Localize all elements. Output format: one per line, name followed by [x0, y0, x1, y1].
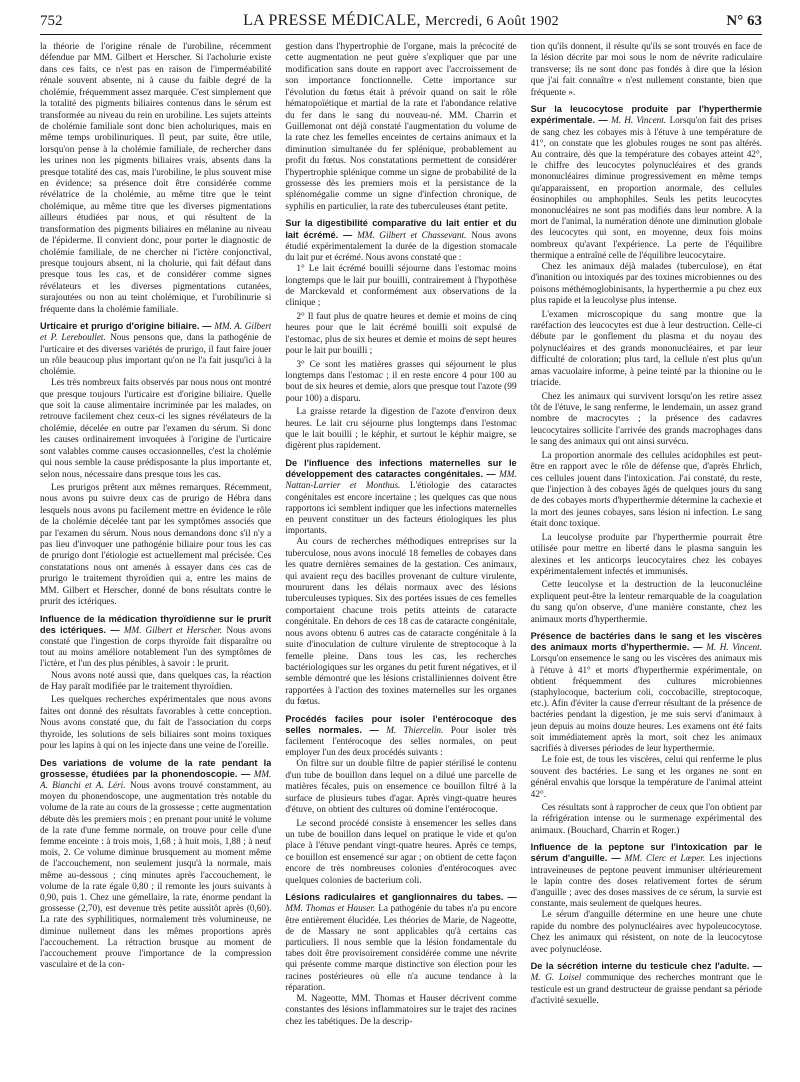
- article-columns: [40, 42, 762, 1074]
- paragraph: M. Nageotte, MM. Thomas et Hauser décrivent comme constantes des lésions inflammatoires sur le trajet des racines chez les tabétiques. De la descrip-: [285, 993, 517, 1027]
- paragraph: Les quelques recherches expérimentales que nous avons faites ont donné des résultats favorables à cette conception. Nous avons constaté que, du fait de l'association du corps thyroïde, les solutions de sels biliaires sont moins toxiques pour les lapins à qui on les injecte dans une veine de l'oreille.: [40, 695, 272, 752]
- section-lead: L'étiologie des cataractes congénitales est encore incertaine ; les quelques cas que nous rapportons ici semblent indiquer que les infections maternelles en peuvent constituer un des facteurs étiologiques les plus importants.: [285, 480, 517, 536]
- section-authors: MM. Gilbert et Chassevant.: [357, 229, 467, 240]
- journal-name: LA PRESSE MÉDICALE,: [243, 12, 421, 29]
- section-authors: MM. Gilbert et Herscher.: [123, 624, 223, 635]
- paragraph: Chez les animaux qui survivent lorsqu'on les retire assez tôt de l'étuve, le sang renferme, le lendemain, un assez grand nombre de macrocytes ; la présence des cadavres leucocytaires sollicite l'arrivée des grands macrophages dans le sang des animaux qui ont ainsi survécu.: [530, 391, 762, 448]
- section-heading: [285, 458, 516, 536]
- paragraph: La proportion anormale des cellules acidophiles est peut-être en rapport avec le rôle de défense que, d'après Ehrlich, ces cellules jouent dans l'intoxication. J'ai constaté, du reste, que l'injection à des cobayes âgés de quelques jours du sang de des cobayes morts d'hyperthermie détermine la cachexie et la mort des jeunes cobayes, sans lésion ni infection. Le sang était donc toxique.: [530, 450, 762, 530]
- section-heading: [285, 892, 516, 993]
- section-heading: [285, 714, 516, 759]
- section-authors: MM. A. Bianchi et A. Léri.: [40, 768, 272, 790]
- section-title: Sur la leucocytose produite par l'hyperthermie expérimentale. —: [530, 104, 762, 126]
- issue-number: N° 63: [726, 13, 762, 29]
- paragraph: La graisse retarde la digestion de l'azote d'environ deux heures. Le lait cru séjourne plus longtemps dans l'estomac que le lait bouilli ; le képhir, et surtout le képhir maigre, se digèrent plus rapidement.: [285, 407, 517, 452]
- section-lead: Nous avons étudié expérimentalement la durée de la digestion stomacale du lait pur et écrémé. Nous avons constaté que :: [285, 229, 517, 262]
- section-heading: [531, 961, 762, 1006]
- paragraph: On filtre sur un double filtre de papier stérilisé le contenu d'un tube de bouillon dans lequel on a dilué une parcelle de matières fécales, puis on ensemence ce bouillon filtré à la surface de plusieurs tubes d'agar. Après vingt-quatre heures d'étuve, on obtient des cultures où domine l'entérocoque.: [285, 759, 517, 816]
- paragraph: gestion dans l'hypertrophie de l'organe, mais la précocité de cette augmentation ne peut guère s'expliquer que par une modification sans doute en rapport avec l'accroissement de son importance fonctionnelle. Cette importance sur l'évolution du fœtus était à prévoir quand on sait le rôle hématopoïétique et martial de la rate et l'abondance relative du fer dans le sang du nouveau-né. MM. Charrin et Guillemonat ont déjà constaté l'augmentation du volume de la rate chez les femelles enceintes de certains animaux et la diminution simultanée du fer splénique, probablement au profit du fœtus. Nos constatations permettent de considérer l'hypertrophie splénique comme un signe de probabilité de la grossesse dès les premiers mois et la persistance de la splénomégalie comme un signe d'infection chronique, de syphilis en particulier, la rate des tuberculeuses étant petite.: [285, 42, 517, 212]
- paragraph: Nous avons noté aussi que, dans quelques cas, la réaction de Hay paraît modifiée par le traitement thyroïdien.: [40, 670, 272, 693]
- paragraph: Chez les animaux déjà malades (tuberculose), en état d'inanition ou intoxiqués par des toxines microbiennes ou des poisons méthémoglobinisants, la hyperthermie a pu chez eux plus rapide et la leucolyse plus intense.: [530, 261, 762, 307]
- paragraph: 3° Ce sont les matières grasses qui séjournent le plus longtemps dans l'estomac ; il en reste encore 4 pour 100 au bout de six heures et demie, alors que presque tout l'azote (99 pour 100) a disparu.: [285, 359, 517, 404]
- section-authors: MM. Clerc et Lœper.: [624, 853, 706, 864]
- paragraph: L'examen microscopique du sang montre que la raréfaction des leucocytes est due à leur destruction. Celle-ci débute par le gonflement du plasma et du noyau des polynucléaires et des grands mononucléaires, et par leur difficulté de coloration; plus tard, la cellule n'est plus qu'un amas vacuolaire informe, à peine teinté par la thionine ou le triacide.: [530, 309, 762, 389]
- section-title: De la sécrétion interne du testicule chez l'adulte. —: [530, 961, 762, 972]
- column-3: [531, 42, 762, 1074]
- paragraph: Le foie est, de tous les viscères, celui qui renferme le plus souvent des bactéries. Le sang et les organes ne sont en général envahis que lorsque la température de l'animal atteint 42°.: [530, 755, 762, 800]
- section-title: Sur la digestibilité comparative du lait entier et du lait écrémé. —: [285, 218, 517, 240]
- section-lead: Les injections intraveineuses de peptone peuvent immuniser ultérieurement le lapin contre des doses relativement fortes de sérum d'anguille ; avec des doses massives de ce sérum, la survie est constante, mais seulement de quelques heures.: [530, 853, 762, 909]
- paragraph: Les prurigos prêtent aux mêmes remarques. Récemment, nous avons pu suivre deux cas de prurigo de Hébra dans lesquels nous avons pu facilement mettre en évidence le rôle de la cholémie décelée tant par les symptômes associés que par l'examen du sérum. Nous nous demandons donc s'il n'y a pas lieu d'invoquer une pathogénie biliaire pour tous les cas de prurigo dont l'étiologie est actuellement mal précisée. Ces constatations nous ont amenés à essayer dans ces cas de prurigo le traitement thyroïdien qui a, entre les mains de MM. Gilbert et Herscher, donné de bons résultats contre le prurit des ictériques.: [40, 482, 272, 608]
- column-1: [40, 42, 271, 1074]
- paragraph: Au cours de recherches méthodiques entreprises sur la tuberculose, nous avons inoculé 18 femelles de cobayes dans les quatre dernières semaines de la gestation. Ces animaux, qui avaient reçu des bacilles provenant de culture virulente, moururent dans les délais normaux avec des lésions tuberculeuses typiques. Six des portées issues de ces femelles comportaient chacune trois petits atteints de cataracte congénitale. En dehors de ces 18 cas de cataracte congénitale, nous avons obtenu 6 autres cas de cataracte congénitale à la suite d'inoculation de culture virulente de streptocoque à la femelle pleine. Dans tous les cas, les recherches bactériologiques sur les organes du petit furent négatives, et il semble démontré que les lésions cristalliniennes doivent être rapportées à l'action des toxines maternelles sur les organes du fœtus.: [285, 537, 517, 708]
- section-heading: [40, 614, 271, 670]
- paragraph: Ces résultats sont à rapprocher de ceux que l'on obtient par la réfrigération intense ou le surmenage expérimental des animaux. (Bouchard, Charrin et Roger.): [530, 802, 762, 836]
- section-title: Lésions radiculaires et ganglionnaires du tabes. —: [285, 892, 517, 903]
- section-lead: La pathogénie du tabes n'a pu encore être entièrement élucidée. Les théories de Marie, de Nageotte, de de Massary ne sont applicables qu'à certains cas particuliers. Il nous semble que la lésion fondamentale du tabes doit être provisoirement considérée comme une névrite qui présente comme marque distinctive son élection pour les racines postérieures où elle n'a aucune tendance à la réparation.: [285, 903, 517, 992]
- paragraph: la théorie de l'origine rénale de l'urobiline, récemment défendue par MM. Gilbert et Herscher. Si l'acholurie existe dans ces faits, ce n'est pas en raison de l'imperméabilité rénale souvent absente, ni à cause du faible degré de la cholémie, fréquemment assez marquée. C'est simplement que la totalité des pigments biliaires contenus dans le sérum est transformée au niveau du rein en urobiline. Les sujets atteints de cholémie familiale sont donc bien acholuriques, mais en même temps urobilinuriques. Il peut, par suite, être utile, lorsqu'on pense à la cholémie familiale, de rechercher dans les urines non les pigments biliaires vrais, absents dans la presque totalité des cas, mais l'urobiline, le plus souvent mise en évidence; sa présence doit être considérée comme révélatrice de la cholémie, au même titre que le teint cholémique, au même titre que les diverses pigmentations ailleurs étudiées par nous, et qui résultent de la transformation des pigments biliaires en mélanine au niveau de l'épiderme. Il convient donc, pour porter le diagnostic de cholémie familiale, de ne chercher ni l'ictère conjonctival, presque toujours absent, ni la cholurie, qui fait défaut dans presque tous les cas, et de considérer comme signes révélateurs et les diverses pigmentations cutanées, surajoutées ou non au teint cholémique, et l'urobilinurie si fréquente dans la cholémie familiale.: [40, 42, 272, 315]
- section-heading: [285, 218, 516, 263]
- section-lead: Nous avons constaté que l'ingestion de corps thyroïde fait disparaître ou tout au moins améliore notablement l'un des symptômes de l'ictère, et l'un des plus pénibles, à savoir : le prurit.: [40, 624, 272, 669]
- section-lead: Lorsqu'on fait des prises de sang chez les cobayes mis à l'étuve à une température de 41°, on constate que les globules rouges ne sont pas altérés. Au contraire, dès que la température des cobayes atteint 42°, le chiffre des leucocytes polynucléaires et des grands mononucléaires diminue progressivement en même temps qu'apparaissent, en proportion anormale, des cellules éosinophiles ou amphophiles. Seuls les petits leucocytes mononucléaires ne sont pas modifiés dans leur nombre. A la mort de l'animal, la numération dénote une diminution globale des leucocytes qui sont, en moyenne, deux fois moins nombreux qu'avant l'expérience. La perte de l'équilibre thermique a entraîné celle de l'équilibre leucocytaire.: [530, 115, 762, 260]
- paragraph: Cette leucolyse et la destruction de la leuconucléine expliquent peut-être la lenteur remarquable de la coagulation du sang qu'on observe, d'une manière constante, chez les animaux morts d'hyperthermie.: [530, 580, 762, 625]
- section-lead: Pour isoler très facilement l'entérocoque des selles normales, on peut employer l'un des deux procédés suivants :: [285, 724, 517, 758]
- section-heading: [531, 631, 762, 754]
- journal-title: [40, 12, 762, 30]
- section-lead: Lorsqu'on ensemence le sang ou les viscères des animaux mis à l'étuve à 41° et morts d'hyperthermie expérimentale, on obtient fréquemment des cultures microbiennes (staphylocoque, bacterium coli, coccobacille, streptocoque, etc.). Afin d'éviter la cause d'erreur résultant de la présence de bactéries pendant la digestion, je me suis servi d'animaux à jeun depuis au moins douze heures. Les examens ont été faits soit immédiatement après la mort, soit chez les animaux sacrifiés à diverses périodes de leur hyperthermie.: [530, 653, 762, 754]
- section-authors: MM. Nattan-Larrier et Monthus.: [285, 469, 517, 491]
- section-authors: M. G. Loisel: [530, 972, 582, 983]
- paragraph: La leucolyse produite par l'hyperthermie pourrait être utilisée pour mettre en liberté dans le plasma sanguin les alexines et les anticorps leucocytaires chez les cobayes expérimentalement infectés et immunisés.: [530, 532, 762, 577]
- paragraph: Les très nombreux faits observés par nous nous ont montré que presque toujours l'urticaire est d'origine biliaire. Quelle que soit la cause alimentaire incriminée par les malades, on retrouve facilement chez ceux-ci les signes révélateurs de la cholémie, décelée en outre par l'examen du sérum. Si donc les causes ordinairement invoquées à l'origine de l'urticaire sont valables comme causes occasionnelles, c'est la cholémie qui nous semble la cause prédisposante la plus importante et, selon nous, nécessaire dans presque tous les cas.: [40, 378, 272, 480]
- section-authors: MM. Thomas et Hauser.: [285, 903, 376, 914]
- issue-date: Mercredi, 6 Août 1902: [425, 14, 559, 29]
- section-lead: Nous avons trouvé constamment, au moyen du phonendoscope, une augmentation très notable du volume de la rate au cours de la grossesse ; cette augmentation débute dès les premiers mois ; en prenant pour unité le volume de la rate d'une femme normale, on trouve pour celle d'une femme enceinte : à trois mois, 1,68 ; à huit mois, 1,88 ; à neuf mois, 2. Ce volume diminue brusquement au moment même de l'accouchement, non seulement jusqu'à la normale, mais même au-dessous ; cinq minutes après l'accouchement, le volume de la rate égale 0,80 ; il remonte les jours suivants à 0,90, puis 1. Chez une gémellaire, la rate, énorme pendant la grossesse (2,70), est devenue très petite aussitôt après (0,60). La rate des syphilitiques, normalement très volumineuse, ne diminue nullement dans les mêmes proportions après l'accouchement. La rétraction brusque au moment de l'accouchement prouve l'importance de la compression vasculaire et de la con-: [40, 779, 272, 970]
- paragraph: tion qu'ils donnent, il résulte qu'ils se sont trouvés en face de la lésion décrite par moi sous le nom de névrite radiculaire transverse; ils ne sont donc pas fondés à dire que la lésion que j'ai fait connaître « n'est nullement constante, bien que fréquente ».: [530, 42, 762, 98]
- page-header: [40, 8, 762, 35]
- section-title: Présence de bactéries dans le sang et les viscères des animaux morts d'hyperthermie. —: [530, 631, 762, 653]
- section-heading: [40, 758, 271, 971]
- paragraph: 2° Il faut plus de quatre heures et demie et moins de cinq heures pour que le lait écrémé bouilli soit expulsé de l'estomac, plus de six heures et demie et moins de sept heures pour le lait pur bouilli ;: [285, 311, 517, 357]
- section-authors: MM. A. Gilbert et P. Lereboullet.: [40, 321, 272, 343]
- section-heading: [531, 104, 762, 261]
- section-authors: M. H. Vincent.: [611, 115, 667, 126]
- section-title: De l'influence des infections maternelles sur le développement des cataractes congénitales. —: [285, 457, 517, 480]
- paragraph: 1° Le lait écrémé bouilli séjourne dans l'estomac moins longtemps que le lait pur bouilli, contrairement à l'hypothèse de Marckevald et conformément aux observations de la clinique ;: [285, 264, 517, 309]
- section-authors: M. H. Vincent.: [706, 642, 762, 653]
- section-title: Urticaire et prurigo d'origine biliaire. —: [40, 321, 212, 332]
- newspaper-page: [40, 8, 762, 1074]
- column-2: [285, 42, 516, 1074]
- section-title: Influence de la peptone sur l'intoxication par le sérum d'anguille. —: [530, 842, 762, 864]
- section-lead: Nous pensons que, dans la pathogénie de l'urticaire et des diverses variétés de prurigo, il faut faire jouer un rôle beaucoup plus important qu'on ne l'a fait jusqu'ici à la cholémie.: [40, 332, 272, 376]
- section-heading: [531, 842, 762, 909]
- section-title: Influence de la médication thyroïdienne sur le prurit des ictériques. —: [40, 613, 272, 635]
- page-number: 752: [40, 13, 63, 29]
- section-title: Procédés faciles pour isoler l'entérocoque des selles normales. —: [285, 713, 517, 735]
- section-heading: [40, 321, 271, 377]
- section-authors: M. Thiercelin.: [386, 724, 444, 735]
- paragraph: Le second procédé consiste à ensemencer les selles dans un tube de bouillon dans lequel on pratique le vide et qu'on place à l'étuve pendant vingt-quatre heures. Après ce temps, ce bouillon est ensemencé sur agar ; on obtient de cette façon encore de très nombreuses colonies d'entérocoques avec quelques colonies de bacterium coli.: [285, 818, 517, 886]
- section-lead: communique des recherches montrant que le testicule est un grand destructeur de graisse pendant sa période d'activité sexuelle.: [530, 972, 762, 1005]
- section-title: Des variations de volume de la rate pendant la grossesse, étudiées par la phonendoscopie. —: [40, 757, 272, 779]
- paragraph: Le sérum d'anguille détermine en une heure une chute rapide du nombre des polynucléaires avec hypoleucocytose. Chez les animaux qui résistent, on note de la leucocytose avec polynucléose.: [530, 910, 762, 955]
